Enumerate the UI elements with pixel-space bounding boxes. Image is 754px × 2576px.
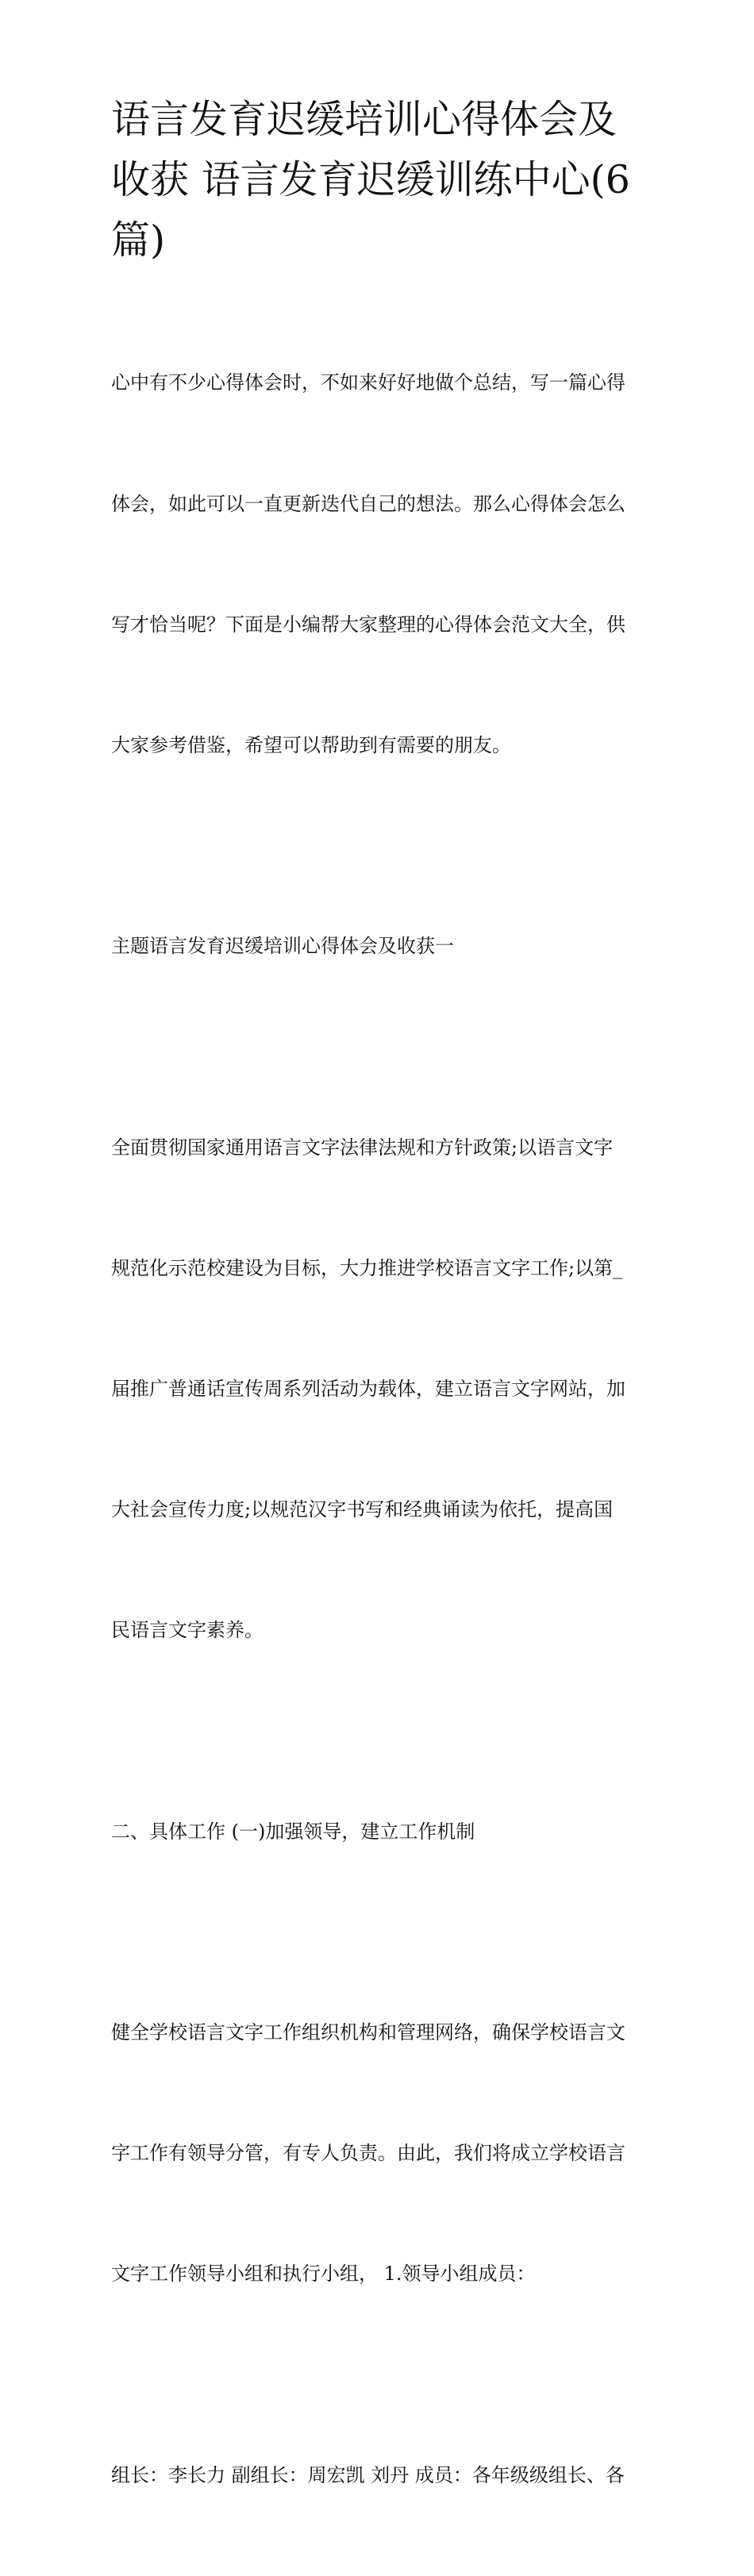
text-line: 写才恰当呢？下面是小编帮大家整理的心得体会范文大全，供 [111, 613, 625, 636]
text-line: 组长：李长力 副组长：周宏凯 刘丹 成员：各年级级组长、各 [111, 2463, 625, 2486]
members-paragraph [111, 2375, 651, 2576]
text-line: 民语言文字素养。 [111, 1619, 264, 1642]
page-title [111, 90, 651, 271]
intro-paragraph [111, 283, 651, 846]
text-line: 体会，如此可以一直更新迭代自己的想法。那么心得体会怎么 [111, 492, 625, 515]
text-line: 大社会宣传力度;以规范汉字书写和经典诵读为依托，提高国 [111, 1498, 614, 1521]
text-line: 规范化示范校建设为目标，大力推进学校语言文字工作;以第_ [111, 1256, 623, 1279]
document-body [111, 283, 651, 2576]
text-line: 二、具体工作 (一)加强领导，建立工作机制 [111, 1820, 475, 1843]
title-line: 收获 语言发育迟缓训练中心(6 [111, 157, 630, 202]
text-line: 主题语言发育迟缓培训心得体会及收获一 [111, 935, 454, 958]
text-line: 心中有不少心得体会时，不如来好好地做个总结，写一篇心得 [111, 371, 625, 394]
organization-paragraph [111, 1932, 651, 2375]
policy-paragraph [111, 1047, 651, 1731]
text-line: 届推广普通话宣传周系列活动为载体，建立语言文字网站，加 [111, 1377, 625, 1400]
text-line: 大家参考借鉴，希望可以帮助到有需要的朋友。 [111, 733, 511, 756]
subsection-heading [111, 1731, 651, 1932]
text-line: 全面贯彻国家通用语言文字法律法规和方针政策;以语言文字 [111, 1136, 614, 1159]
title-line: 语言发育迟缓培训心得体会及 [111, 97, 617, 142]
text-line: 字工作有领导分管，有专人负责。由此，我们将成立学校语言 [111, 2142, 625, 2165]
title-line: 篇) [111, 217, 166, 263]
text-line: 文字工作领导小组和执行小组， 1.领导小组成员： [111, 2263, 536, 2286]
text-line: 健全学校语言文字工作组织机构和管理网络，确保学校语言文 [111, 2021, 625, 2044]
section-heading [111, 846, 651, 1048]
